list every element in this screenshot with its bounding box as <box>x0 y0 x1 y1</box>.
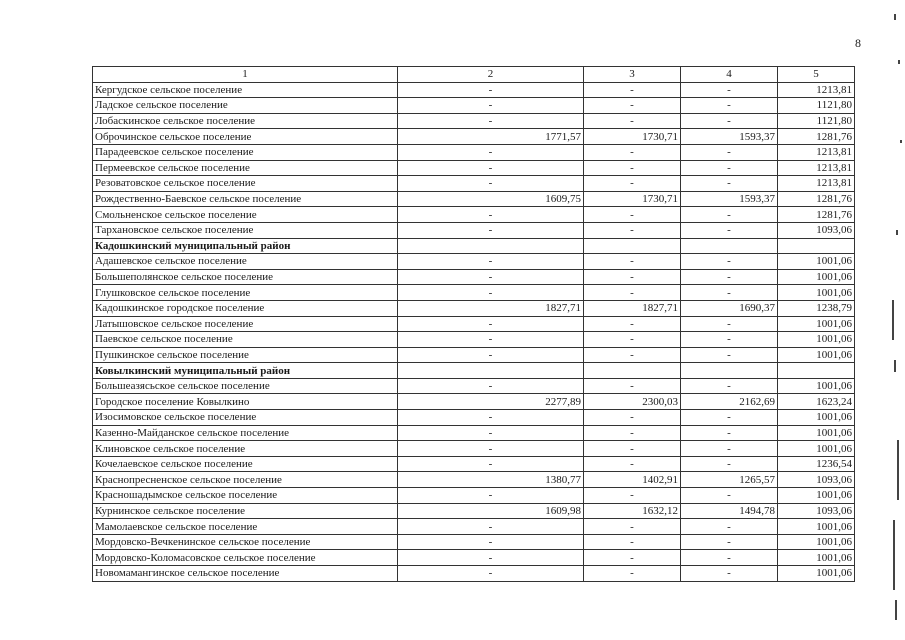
settlement-name-cell: Мордовско-Коломасовское сельское поселение <box>93 550 398 566</box>
value-cell-2: 1609,98 <box>398 503 584 519</box>
value-cell-5: 1001,06 <box>778 254 855 270</box>
value-cell-2: - <box>398 222 584 238</box>
settlement-name-cell: Паевское сельское поселение <box>93 332 398 348</box>
settlement-name-cell: Ладское сельское поселение <box>93 98 398 114</box>
value-cell-4 <box>681 363 778 379</box>
value-cell-3: - <box>584 269 681 285</box>
value-cell-2: 1771,57 <box>398 129 584 145</box>
value-cell-2: 2277,89 <box>398 394 584 410</box>
table-row <box>93 503 855 519</box>
value-cell-3: - <box>584 550 681 566</box>
table-row <box>93 410 855 426</box>
value-cell-2: - <box>398 98 584 114</box>
value-cell-3: 1402,91 <box>584 472 681 488</box>
table-row <box>93 441 855 457</box>
table-row <box>93 394 855 410</box>
table-header-row <box>93 67 855 83</box>
table-row <box>93 456 855 472</box>
value-cell-4: 1593,37 <box>681 191 778 207</box>
table-row <box>93 222 855 238</box>
table-row <box>93 176 855 192</box>
value-cell-5: 1001,06 <box>778 425 855 441</box>
settlement-name-cell: Клиновское сельское поселение <box>93 441 398 457</box>
value-cell-5: 1238,79 <box>778 300 855 316</box>
value-cell-5: 1093,06 <box>778 222 855 238</box>
value-cell-4: - <box>681 269 778 285</box>
settlement-name-cell: Пермеевское сельское поселение <box>93 160 398 176</box>
value-cell-2: - <box>398 425 584 441</box>
column-header-3: 3 <box>584 67 681 83</box>
settlement-name-cell: Новомамангинское сельское поселение <box>93 566 398 582</box>
value-cell-3: - <box>584 566 681 582</box>
value-cell-2: - <box>398 160 584 176</box>
value-cell-2: - <box>398 207 584 223</box>
value-cell-4: - <box>681 410 778 426</box>
value-cell-4: - <box>681 160 778 176</box>
settlement-name-cell: Мордовско-Вечкенинское сельское поселение <box>93 534 398 550</box>
table-row <box>93 144 855 160</box>
value-cell-3: - <box>584 441 681 457</box>
value-cell-2 <box>398 238 584 254</box>
column-header-5: 5 <box>778 67 855 83</box>
value-cell-4: - <box>681 425 778 441</box>
value-cell-3: 1730,71 <box>584 191 681 207</box>
value-cell-5 <box>778 238 855 254</box>
value-cell-4 <box>681 238 778 254</box>
value-cell-5: 1001,06 <box>778 410 855 426</box>
value-cell-2: - <box>398 550 584 566</box>
value-cell-5: 1001,06 <box>778 316 855 332</box>
value-cell-2: - <box>398 534 584 550</box>
value-cell-2: - <box>398 378 584 394</box>
value-cell-4: - <box>681 222 778 238</box>
value-cell-5 <box>778 363 855 379</box>
table-row <box>93 566 855 582</box>
value-cell-5: 1281,76 <box>778 207 855 223</box>
value-cell-3: - <box>584 316 681 332</box>
table-row <box>93 98 855 114</box>
value-cell-2: 1827,71 <box>398 300 584 316</box>
settlement-name-cell: Кергудское сельское поселение <box>93 82 398 98</box>
value-cell-4: - <box>681 488 778 504</box>
table-row <box>93 472 855 488</box>
value-cell-3: - <box>584 82 681 98</box>
value-cell-3: - <box>584 378 681 394</box>
value-cell-4: - <box>681 285 778 301</box>
value-cell-3: - <box>584 332 681 348</box>
table-row <box>93 519 855 535</box>
value-cell-5: 1001,06 <box>778 519 855 535</box>
value-cell-2: - <box>398 488 584 504</box>
value-cell-3: - <box>584 113 681 129</box>
table-row <box>93 550 855 566</box>
value-cell-2: - <box>398 410 584 426</box>
value-cell-5: 1001,06 <box>778 332 855 348</box>
value-cell-3: - <box>584 176 681 192</box>
settlement-name-cell: Оброчинское сельское поселение <box>93 129 398 145</box>
column-header-4: 4 <box>681 67 778 83</box>
value-cell-4: - <box>681 534 778 550</box>
settlement-name-cell: Адашевское сельское поселение <box>93 254 398 270</box>
settlement-name-cell: Краснопресненское сельское поселение <box>93 472 398 488</box>
value-cell-2: - <box>398 332 584 348</box>
value-cell-4: - <box>681 82 778 98</box>
table-row <box>93 300 855 316</box>
settlement-name-cell: Ковылкинский муниципальный район <box>93 363 398 379</box>
value-cell-2: - <box>398 456 584 472</box>
value-cell-2: 1380,77 <box>398 472 584 488</box>
settlement-name-cell: Изосимовское сельское поселение <box>93 410 398 426</box>
value-cell-3: - <box>584 144 681 160</box>
value-cell-2: - <box>398 176 584 192</box>
settlement-name-cell: Кадошкинское городское поселение <box>93 300 398 316</box>
value-cell-4: 1494,78 <box>681 503 778 519</box>
settlement-name-cell: Лобаскинское сельское поселение <box>93 113 398 129</box>
value-cell-5: 1213,81 <box>778 176 855 192</box>
value-cell-4: - <box>681 144 778 160</box>
settlement-name-cell: Кочелаевское сельское поселение <box>93 456 398 472</box>
value-cell-3: - <box>584 98 681 114</box>
value-cell-2: - <box>398 347 584 363</box>
value-cell-3: - <box>584 254 681 270</box>
value-cell-5: 1281,76 <box>778 129 855 145</box>
value-cell-3: 1827,71 <box>584 300 681 316</box>
value-cell-4: - <box>681 207 778 223</box>
column-header-2: 2 <box>398 67 584 83</box>
settlement-name-cell: Смольненское сельское поселение <box>93 207 398 223</box>
table-row <box>93 254 855 270</box>
value-cell-4: 1265,57 <box>681 472 778 488</box>
value-cell-3: - <box>584 425 681 441</box>
value-cell-3: 2300,03 <box>584 394 681 410</box>
tariff-table <box>92 66 855 582</box>
value-cell-5: 1121,80 <box>778 113 855 129</box>
value-cell-3: - <box>584 347 681 363</box>
value-cell-2: - <box>398 566 584 582</box>
section-row <box>93 363 855 379</box>
value-cell-2: - <box>398 254 584 270</box>
value-cell-3: - <box>584 222 681 238</box>
settlement-name-cell: Красношадымское сельское поселение <box>93 488 398 504</box>
table-row <box>93 113 855 129</box>
value-cell-5: 1236,54 <box>778 456 855 472</box>
table-row <box>93 347 855 363</box>
table-row <box>93 425 855 441</box>
settlement-name-cell: Мамолаевское сельское поселение <box>93 519 398 535</box>
value-cell-5: 1001,06 <box>778 441 855 457</box>
value-cell-4: - <box>681 316 778 332</box>
value-cell-4: 2162,69 <box>681 394 778 410</box>
table-row <box>93 269 855 285</box>
table-row <box>93 488 855 504</box>
value-cell-4: - <box>681 113 778 129</box>
settlement-name-cell: Парадеевское сельское поселение <box>93 144 398 160</box>
value-cell-5: 1001,06 <box>778 534 855 550</box>
value-cell-4: - <box>681 456 778 472</box>
value-cell-3: - <box>584 456 681 472</box>
section-row <box>93 238 855 254</box>
value-cell-2: - <box>398 144 584 160</box>
settlement-name-cell: Кадошкинский муниципальный район <box>93 238 398 254</box>
value-cell-4: - <box>681 550 778 566</box>
value-cell-3: 1730,71 <box>584 129 681 145</box>
value-cell-4: 1593,37 <box>681 129 778 145</box>
value-cell-5: 1213,81 <box>778 82 855 98</box>
value-cell-3: - <box>584 285 681 301</box>
value-cell-4: - <box>681 98 778 114</box>
value-cell-2: - <box>398 441 584 457</box>
table-row <box>93 285 855 301</box>
settlement-name-cell: Городское поселение Ковылкино <box>93 394 398 410</box>
value-cell-3: - <box>584 160 681 176</box>
value-cell-5: 1281,76 <box>778 191 855 207</box>
value-cell-5: 1001,06 <box>778 550 855 566</box>
value-cell-3: - <box>584 207 681 223</box>
value-cell-4: - <box>681 441 778 457</box>
value-cell-5: 1213,81 <box>778 144 855 160</box>
column-header-1: 1 <box>93 67 398 83</box>
value-cell-5: 1001,06 <box>778 488 855 504</box>
value-cell-3: - <box>584 519 681 535</box>
value-cell-2: 1609,75 <box>398 191 584 207</box>
value-cell-5: 1093,06 <box>778 503 855 519</box>
value-cell-4: - <box>681 176 778 192</box>
settlement-name-cell: Рождественно-Баевское сельское поселение <box>93 191 398 207</box>
value-cell-2: - <box>398 519 584 535</box>
value-cell-4: - <box>681 332 778 348</box>
value-cell-4: - <box>681 378 778 394</box>
table-row <box>93 534 855 550</box>
value-cell-5: 1213,81 <box>778 160 855 176</box>
table-row <box>93 207 855 223</box>
table-row <box>93 378 855 394</box>
value-cell-2: - <box>398 316 584 332</box>
table-row <box>93 82 855 98</box>
value-cell-4: - <box>681 254 778 270</box>
settlement-name-cell: Большеазясьское сельское поселение <box>93 378 398 394</box>
value-cell-2: - <box>398 269 584 285</box>
value-cell-4: - <box>681 519 778 535</box>
value-cell-4: - <box>681 347 778 363</box>
table-row <box>93 332 855 348</box>
value-cell-3 <box>584 238 681 254</box>
settlement-name-cell: Большеполянское сельское поселение <box>93 269 398 285</box>
value-cell-2: - <box>398 82 584 98</box>
value-cell-3: 1632,12 <box>584 503 681 519</box>
value-cell-5: 1121,80 <box>778 98 855 114</box>
table-row <box>93 316 855 332</box>
page-number: 8 <box>855 36 861 50</box>
value-cell-5: 1623,24 <box>778 394 855 410</box>
value-cell-2 <box>398 363 584 379</box>
value-cell-2: - <box>398 285 584 301</box>
settlement-name-cell: Курнинское сельское поселение <box>93 503 398 519</box>
settlement-name-cell: Пушкинское сельское поселение <box>93 347 398 363</box>
settlement-name-cell: Тархановское сельское поселение <box>93 222 398 238</box>
settlement-name-cell: Казенно-Майданское сельское поселение <box>93 425 398 441</box>
table-row <box>93 129 855 145</box>
value-cell-5: 1001,06 <box>778 269 855 285</box>
table-row <box>93 191 855 207</box>
settlement-name-cell: Глушковское сельское поселение <box>93 285 398 301</box>
value-cell-5: 1001,06 <box>778 566 855 582</box>
value-cell-3: - <box>584 488 681 504</box>
value-cell-5: 1001,06 <box>778 347 855 363</box>
value-cell-4: 1690,37 <box>681 300 778 316</box>
settlement-name-cell: Латышовское сельское поселение <box>93 316 398 332</box>
value-cell-3: - <box>584 410 681 426</box>
settlement-name-cell: Резоватовское сельское поселение <box>93 176 398 192</box>
table-body <box>93 82 855 581</box>
value-cell-3 <box>584 363 681 379</box>
value-cell-3: - <box>584 534 681 550</box>
scan-edge-artifact <box>888 0 905 640</box>
table-row <box>93 160 855 176</box>
value-cell-5: 1093,06 <box>778 472 855 488</box>
value-cell-2: - <box>398 113 584 129</box>
value-cell-5: 1001,06 <box>778 285 855 301</box>
value-cell-4: - <box>681 566 778 582</box>
value-cell-5: 1001,06 <box>778 378 855 394</box>
